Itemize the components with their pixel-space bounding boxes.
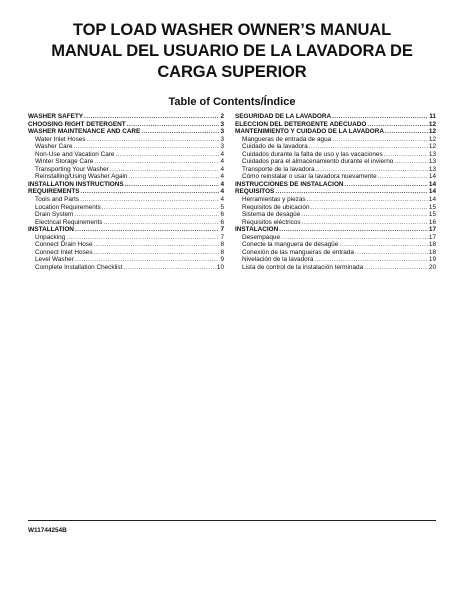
spanish-toc-entry[interactable] — [235, 241, 436, 249]
title-line-english: TOP LOAD WASHER OWNER’S MANUAL — [72, 21, 392, 39]
english-toc-entry[interactable] — [28, 181, 224, 189]
toc-entry-label: Non-Use and Vacation Care — [35, 150, 115, 158]
toc-leader-dots — [94, 241, 220, 249]
toc-leader-dots — [127, 121, 220, 129]
spanish-toc-entry[interactable] — [235, 211, 436, 219]
toc-page-number: 13 — [428, 150, 436, 158]
toc-entry-label: Requisitos de ubicación — [242, 203, 310, 211]
english-toc-entry[interactable] — [28, 151, 224, 159]
toc-entry-label: Desempaque — [242, 233, 281, 241]
toc-page-number: 4 — [220, 196, 224, 204]
spanish-toc-entry[interactable] — [235, 151, 436, 159]
toc-page-number: 6 — [220, 218, 224, 226]
spanish-toc-entry[interactable] — [235, 249, 436, 257]
toc-entry-label: INSTALLATION — [28, 226, 74, 234]
toc-leader-dots — [66, 234, 219, 242]
toc-entry-label: Transporting Your Washer — [35, 165, 109, 173]
toc-entry-label: Tools and Parts — [35, 196, 80, 204]
toc-leader-dots — [74, 211, 219, 219]
toc-leader-dots — [314, 256, 427, 264]
toc-leader-dots — [332, 113, 428, 121]
toc-page-number: 4 — [220, 188, 224, 196]
toc-entry-label: Connect Inlet Hoses — [35, 248, 93, 256]
english-toc-entry[interactable] — [28, 196, 224, 204]
toc-page-number: 7 — [220, 226, 224, 234]
toc-entry-label: Conecte la manguera de desagüe — [242, 241, 339, 249]
toc-page-number: 13 — [428, 158, 436, 166]
spanish-toc-entry[interactable] — [235, 204, 436, 212]
toc-leader-dots — [94, 249, 220, 257]
toc-page-number: 10 — [216, 263, 224, 271]
english-toc-entry[interactable] — [28, 128, 224, 136]
english-toc-entry[interactable] — [28, 113, 224, 121]
toc-entry-label: INSTALLATION INSTRUCTIONS — [28, 180, 124, 188]
toc-entry-label: Unpacking — [35, 233, 66, 241]
toc-leader-dots — [302, 219, 428, 227]
toc-page-number: 4 — [220, 180, 224, 188]
english-toc-entry[interactable] — [28, 211, 224, 219]
spanish-toc-entry[interactable] — [235, 128, 436, 136]
toc-leader-dots — [75, 256, 220, 264]
english-toc-entry[interactable] — [28, 226, 224, 234]
toc-entry-label: Electrical Requirements — [35, 218, 103, 226]
footer-divider — [28, 520, 436, 521]
toc-page-number: 12 — [428, 143, 436, 151]
spanish-toc-entry[interactable] — [235, 166, 436, 174]
english-toc-entry[interactable] — [28, 264, 224, 272]
title-line-spanish-2: CARGA SUPERIOR — [157, 63, 307, 81]
toc-page-number: 8 — [220, 248, 224, 256]
toc-page-number: 4 — [220, 158, 224, 166]
toc-page-number: 4 — [220, 173, 224, 181]
toc-leader-dots — [311, 204, 428, 212]
toc-page-number: 19 — [428, 256, 436, 264]
toc-entry-label: Requisitos eléctricos — [242, 218, 301, 226]
toc-page-number: 14 — [428, 196, 436, 204]
toc-entry-label: Transporte de la lavadora — [242, 165, 315, 173]
toc-heading: Table of Contents/Índice — [168, 96, 296, 108]
toc-leader-dots — [103, 219, 219, 227]
spanish-toc-entry[interactable] — [235, 173, 436, 181]
toc-leader-dots — [307, 196, 428, 204]
toc-page-number: 8 — [220, 241, 224, 249]
toc-entry-label: MANTENIMIENTO Y CUIDADO DE LA LAVADORA — [235, 128, 384, 136]
spanish-toc-entry[interactable] — [235, 256, 436, 264]
toc-page-number: 12 — [428, 135, 436, 143]
toc-entry-label: Level Washer — [35, 256, 74, 264]
toc-leader-dots — [332, 136, 428, 144]
english-toc-entry[interactable] — [28, 204, 224, 212]
toc-entry-label: SEGURIDAD DE LA LAVADORA — [235, 113, 332, 120]
toc-leader-dots — [394, 158, 428, 166]
toc-column-english — [28, 113, 224, 271]
spanish-toc-entry[interactable] — [235, 196, 436, 204]
spanish-toc-entry[interactable] — [235, 113, 436, 121]
toc-leader-dots — [73, 143, 219, 151]
toc-entry-label: Nivelación de la lavadora — [242, 256, 314, 264]
toc-entry-label: INSTALACIÓN — [235, 226, 279, 234]
english-toc-entry[interactable] — [28, 188, 224, 196]
toc-page-number: 18 — [428, 248, 436, 256]
toc-leader-dots — [80, 196, 219, 204]
toc-leader-dots — [141, 128, 219, 136]
toc-entry-label: Cuidado de la lavadora — [242, 143, 308, 151]
toc-leader-dots — [316, 166, 428, 174]
toc-leader-dots — [102, 204, 220, 212]
toc-page-number: 3 — [220, 120, 224, 128]
spanish-toc-entry[interactable] — [235, 121, 436, 129]
toc-leader-dots — [80, 188, 219, 196]
toc-page-number: 3 — [220, 128, 224, 136]
part-number: W11744254B — [28, 527, 67, 534]
english-toc-entry[interactable] — [28, 143, 224, 151]
toc-entry-label: REQUISITOS — [235, 188, 275, 196]
spanish-toc-entry[interactable] — [235, 219, 436, 227]
toc-leader-dots — [385, 128, 428, 136]
spanish-toc-entry[interactable] — [235, 264, 436, 272]
toc-page-number: 3 — [220, 135, 224, 143]
english-toc-entry[interactable] — [28, 173, 224, 181]
spanish-toc-entry[interactable] — [235, 136, 436, 144]
toc-page-number: 11 — [429, 113, 436, 120]
toc-page-number: 20 — [428, 263, 436, 271]
toc-leader-dots — [281, 234, 428, 242]
english-toc-entry[interactable] — [28, 256, 224, 264]
english-toc-entry[interactable] — [28, 166, 224, 174]
toc-leader-dots — [301, 211, 428, 219]
toc-leader-dots — [84, 113, 219, 121]
toc-page-number: 17 — [428, 226, 436, 234]
spanish-toc-entry[interactable] — [235, 188, 436, 196]
toc-page-number: 17 — [428, 233, 436, 241]
toc-entry-label: Connect Drain Hose — [35, 241, 93, 249]
toc-entry-label: Conexión de las mangueras de entrada — [242, 248, 354, 256]
toc-entry-label: Location Requirements — [35, 203, 101, 211]
toc-page-number: 15 — [428, 211, 436, 219]
spanish-toc-entry[interactable] — [235, 181, 436, 189]
spanish-toc-entry[interactable] — [235, 226, 436, 234]
toc-page-number: 9 — [220, 256, 224, 264]
toc-page-number: 12 — [428, 120, 436, 128]
toc-leader-dots — [364, 264, 428, 272]
toc-page-number: 13 — [428, 165, 436, 173]
english-toc-entry[interactable] — [28, 249, 224, 257]
toc-entry-label: ELECCIÓN DEL DETERGENTE ADECUADO — [235, 120, 367, 128]
toc-entry-label: Lista de control de la instalación terminada — [242, 263, 364, 271]
spanish-toc-entry[interactable] — [235, 234, 436, 242]
toc-entry-label: Complete Installation Checklist — [35, 263, 123, 271]
toc-leader-dots — [75, 226, 220, 234]
toc-page-number: 14 — [428, 173, 436, 181]
toc-column-spanish — [235, 113, 436, 271]
toc-leader-dots — [309, 143, 428, 151]
toc-leader-dots — [87, 136, 220, 144]
toc-entry-label: Sistema de desagüe — [242, 211, 301, 219]
toc-page-number: 5 — [220, 203, 224, 211]
toc-page-number: 16 — [428, 218, 436, 226]
toc-entry-label: WASHER MAINTENANCE AND CARE — [28, 128, 141, 136]
toc-leader-dots — [94, 158, 219, 166]
toc-page-number: 14 — [428, 188, 436, 196]
english-toc-entry[interactable] — [28, 158, 224, 166]
toc-entry-label: Cuidados durante la falta de uso y las vacaciones — [242, 150, 383, 158]
toc-leader-dots — [115, 151, 219, 159]
toc-page-number: 2 — [220, 113, 224, 120]
toc-leader-dots — [345, 181, 428, 189]
toc-entry-label: CHOOSING RIGHT DETERGENT — [28, 120, 126, 128]
english-toc-entry[interactable] — [28, 219, 224, 227]
toc-page-number: 4 — [220, 165, 224, 173]
toc-page-number: 4 — [220, 150, 224, 158]
toc-page-number: 15 — [428, 203, 436, 211]
toc-page-number: 3 — [220, 143, 224, 151]
toc-entry-label: Cuidados para el almacenamiento durante el invierno — [242, 158, 394, 166]
toc-page-number: 14 — [428, 180, 436, 188]
toc-leader-dots — [378, 173, 428, 181]
toc-leader-dots — [110, 166, 220, 174]
toc-entry-label: Cómo reinstalar o usar la lavadora nuevamente — [242, 173, 377, 181]
toc-entry-label: REQUIREMENTS — [28, 188, 80, 196]
english-toc-entry[interactable] — [28, 241, 224, 249]
toc-entry-label: Winter Storage Care — [35, 158, 94, 166]
toc-page-number: 12 — [428, 128, 436, 136]
toc-leader-dots — [367, 121, 428, 129]
spanish-toc-entry[interactable] — [235, 143, 436, 151]
spanish-toc-entry[interactable] — [235, 158, 436, 166]
toc-leader-dots — [384, 151, 428, 159]
toc-leader-dots — [339, 241, 428, 249]
toc-leader-dots — [355, 249, 428, 257]
toc-page-number: 18 — [428, 241, 436, 249]
toc-entry-label: INSTRUCCIONES DE INSTALACIÓN — [235, 180, 344, 188]
english-toc-entry[interactable] — [28, 121, 224, 129]
toc-leader-dots — [128, 173, 219, 181]
english-toc-entry[interactable] — [28, 234, 224, 242]
toc-entry-label: Reinstalling/Using Washer Again — [35, 173, 128, 181]
toc-entry-label: Washer Care — [35, 143, 73, 151]
manual-title — [20, 20, 444, 83]
toc-entry-label: Drain System — [35, 211, 74, 219]
toc-entry-label: WASHER SAFETY — [28, 113, 84, 120]
english-toc-entry[interactable] — [28, 136, 224, 144]
toc-entry-label: Mangueras de entrada de agua — [242, 135, 332, 143]
toc-leader-dots — [123, 264, 216, 272]
toc-entry-label: Herramientas y piezas — [242, 196, 306, 204]
toc-page-number: 6 — [220, 211, 224, 219]
toc-leader-dots — [275, 188, 428, 196]
toc-leader-dots — [125, 181, 220, 189]
title-line-spanish-1: MANUAL DEL USUARIO DE LA LAVADORA DE — [51, 42, 413, 60]
toc-leader-dots — [279, 226, 428, 234]
toc-entry-label: Water Inlet Hoses — [35, 135, 86, 143]
toc-page-number: 7 — [220, 233, 224, 241]
